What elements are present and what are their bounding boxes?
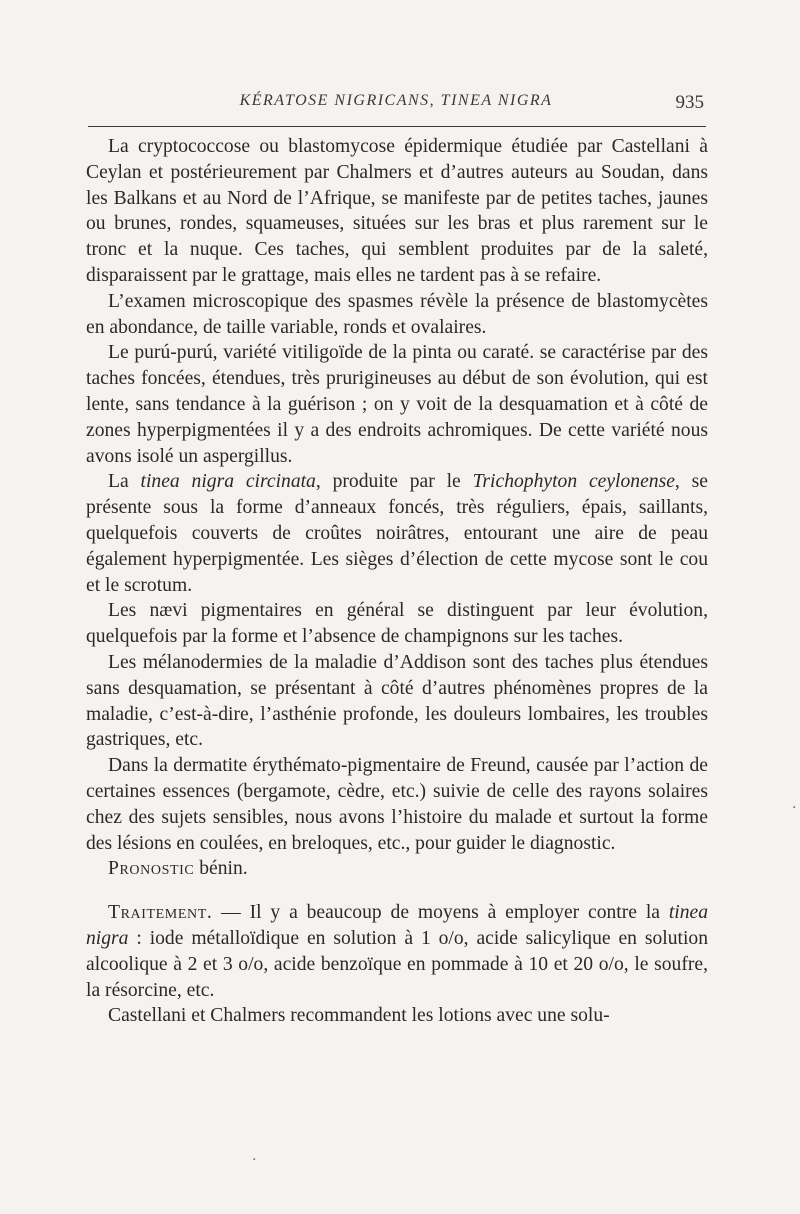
page-number: 935	[675, 92, 704, 113]
paragraph-examen: L’examen microscopique des spasmes révèle la présence de blastomycètes en abondance, de taille variable, ronds et ovalaires.	[86, 290, 708, 338]
paragraph-naevi: Les nævi pigmentaires en général se distinguent par leur évolution, quelquefois par la forme et l’absence de champignons sur les taches.	[86, 600, 708, 648]
running-head	[86, 92, 706, 114]
italic-term: tinea nigra circinata	[140, 471, 316, 493]
stray-mark: .	[792, 796, 797, 812]
section-label: Pronostic	[108, 858, 195, 880]
text-run: — Il y a beaucoup de moyens à employer contre la	[212, 902, 669, 924]
paragraph-melanodermies: Les mélanodermies de la maladie d’Addison sont des taches plus étendues sans desquamation, se présentant à côté d’autres phénomènes propres de la maladie, c’est-à-dire, l’asthénie profonde, les douleurs lombaires, les troubles gastriques, etc.	[86, 651, 708, 751]
paragraph-traitement	[86, 900, 708, 1003]
text-run: : iode métalloïdique en solution à 1 o/o, acide salicylique en solution alcoolique à 2 et 3 o/o, acide benzoïque en pommade à 10 et 20 o/o, le soufre, la résorcine, etc.	[86, 927, 708, 1001]
chapter-title: KÉRATOSE NIGRICANS, TINEA NIGRA	[239, 92, 553, 109]
paragraph-tinea-nigra-circinata	[86, 469, 708, 598]
italic-term: Trichophyton ceylonense	[472, 471, 675, 493]
stray-mark: .	[252, 1148, 257, 1164]
paragraph-pronostic	[86, 856, 708, 882]
paragraph-freund: Dans la dermatite érythémato-pigmentaire de Freund, causée par l’action de certaines essences (bergamote, cèdre, etc.) suivie de celle des rayons solaires chez des sujets sensibles, nous avons l’histoire du malade et surtout la forme des lésions en coulées, en breloques, etc., pour guider le diagnostic.	[86, 755, 708, 854]
text-run: bénin.	[194, 858, 248, 880]
paragraph-puru-puru: Le purú-purú, variété vitiligoïde de la pinta ou caraté. se caractérise par des taches foncées, étendues, très prurigineuses au début de son évolution, qui est lente, sans tendance à la guérison ; on y voit de la desquamation et à côté de zones hyperpigmentées il y a des endroits achromiques. De cette variété nous avons isolé un aspergillus.	[86, 342, 708, 467]
paragraph-castellani: Castellani et Chalmers recommandent les lotions avec une solu-	[108, 1005, 610, 1027]
text-run: , produite par le	[315, 471, 473, 493]
paragraph-cryptococcose: La cryptococcose ou blastomycose épidermique étudiée par Castellani à Ceylan et postérieurement par Chalmers et d’autres auteurs au Soudan, dans les Balkans et au Nord de l’Afrique, se manifeste par de petites taches, jaunes ou brunes, rondes, squameuses, situées sur les bras et plus rarement sur le tronc et la nuque. Ces taches, qui semblent produites par de la saleté, disparaissent par le grattage, mais elles ne tardent pas à se refaire.	[86, 136, 708, 286]
header-rule	[88, 126, 706, 127]
section-label: Traitement.	[108, 902, 213, 924]
italic-term: tinea nigra	[86, 902, 708, 949]
text-run: , se présente sous la forme d’anneaux foncés, très réguliers, épais, saillants, quelquefois couverts de croûtes noirâtres, entourant une aire de peau également hyperpigmentée. Les sièges d’élection de cette mycose sont le cou et le scrotum.	[86, 471, 708, 596]
text-run: La	[108, 471, 141, 493]
body-text	[86, 134, 708, 1029]
